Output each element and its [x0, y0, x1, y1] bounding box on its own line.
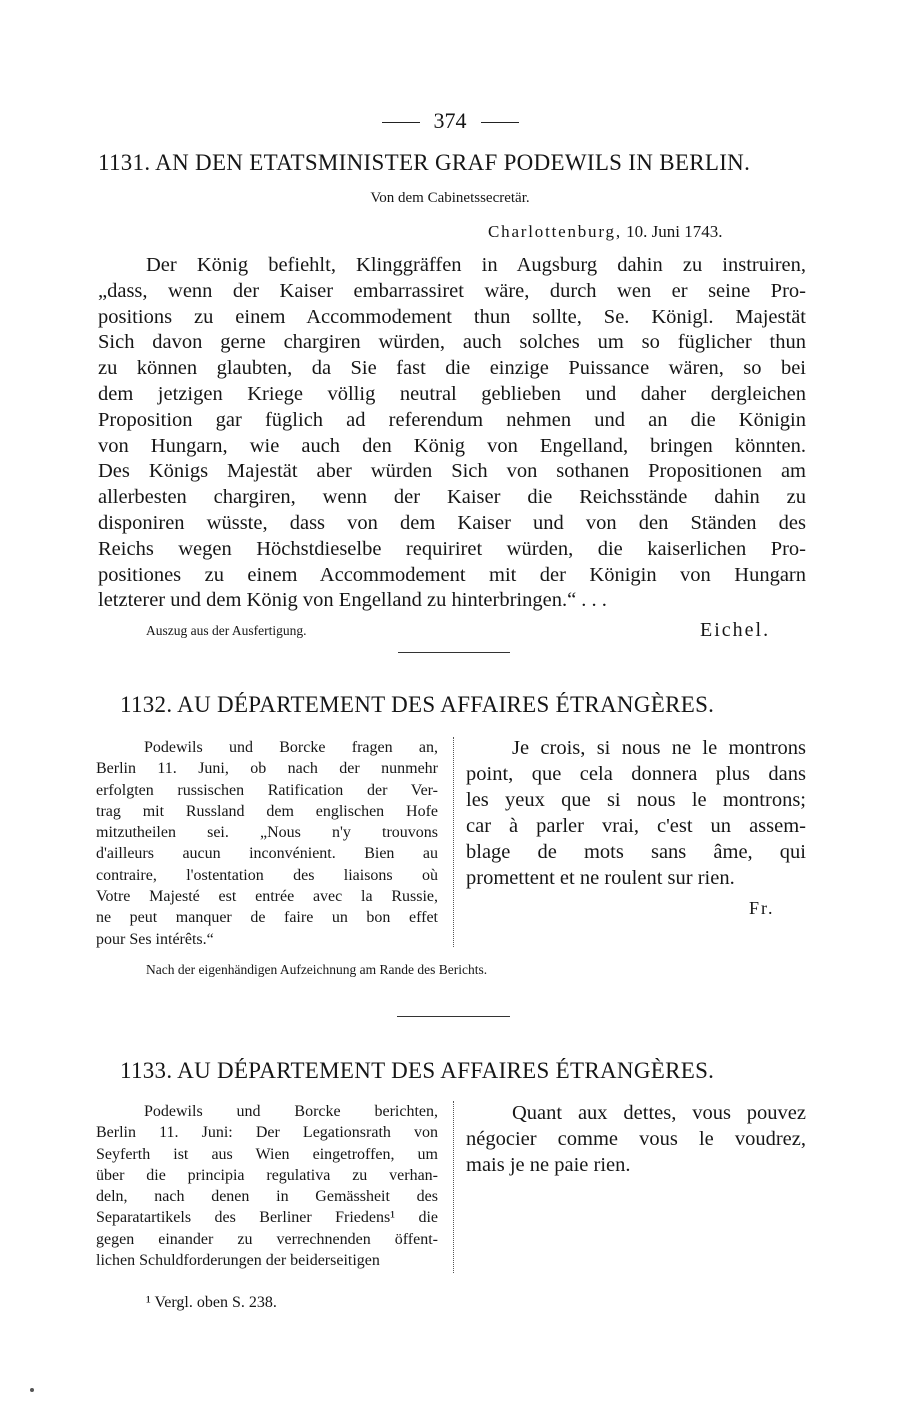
left-column-line: erfolgten russischen Ratification der Ver- — [96, 781, 438, 799]
body-line: letzterer und dem König von Engelland zu hinterbringen.“ . . . — [98, 589, 607, 612]
section-1131-subtitle: Von dem Cabinetssecretär. — [370, 190, 530, 206]
section-1132-heading: 1132. AU DÉPARTEMENT DES AFFAIRES ÉTRANGÈRES. — [120, 692, 715, 717]
section-1133-right-column — [466, 1100, 806, 1178]
body-line: disponiren wüsste, dass von dem Kaiser und von den Ständen des — [98, 511, 806, 534]
left-column-line: contraire, l'ostentation des liaisons où — [96, 866, 438, 884]
page-number-text: 374 — [433, 108, 467, 133]
right-column-line: car à parler vrai, c'est un assem- — [466, 815, 806, 837]
section-1131-heading: 1131. AN DEN ETATSMINISTER GRAF PODEWILS IN BERLIN. — [98, 150, 751, 175]
section-1133-column-separator — [453, 1101, 454, 1273]
section-1132-source-note: Nach der eigenhändigen Aufzeichnung am Rande des Berichts. — [146, 962, 488, 977]
right-column-line: point, que cela donnera plus dans — [466, 763, 806, 785]
body-line: von Hungarn, wie auch den König von Engelland, bringen könnten. — [98, 434, 806, 457]
page-number-dash-left — [382, 122, 420, 123]
right-column-line: mais je ne paie rien. — [466, 1154, 631, 1176]
section-1132-signature: Fr. — [749, 898, 775, 918]
body-line: Sich davon gerne chargiren würden, auch solches um so füglicher thun — [98, 331, 806, 354]
body-line: positiones zu einem Accommodement mit der Königin von Hungarn — [98, 563, 806, 586]
left-column-line: Seyferth ist aus Wien eingetroffen, um — [96, 1145, 438, 1163]
left-column-line: lichen Schuldforderungen der beiderseitigen — [96, 1252, 380, 1270]
left-column-line: Berlin 11. Juni: Der Legationsrath von — [96, 1124, 438, 1142]
section-1131-dateline — [488, 222, 722, 242]
body-line: positions zu einem Accommodement thun sollte, Se. Königl. Majestät — [98, 305, 806, 328]
section-1131-signature: Eichel. — [700, 619, 771, 641]
left-column-line: gegen einander zu verrechnenden öffent- — [96, 1230, 438, 1248]
right-column-line: blage de mots sans âme, qui — [466, 841, 806, 863]
body-line: Des Königs Majestät aber würden Sich von sothanen Propositionen am — [98, 460, 806, 483]
page-number-dash-right — [481, 122, 519, 123]
section-1131-end-rule — [398, 652, 510, 653]
left-column-line: mitzutheilen sei. „Nous n'y trouvons — [96, 824, 438, 842]
section-1131-body — [98, 253, 806, 614]
body-line: Der König befiehlt, Klinggräffen in Augsburg dahin zu instruiren, — [146, 254, 806, 276]
section-1132-left-column — [96, 737, 438, 950]
left-column-line: Berlin 11. Juni, ob nach der nunmehr — [96, 760, 438, 778]
left-column-line: d'ailleurs aucun inconvénient. Bien au — [96, 845, 438, 863]
section-1131-date: 10. Juni 1743. — [626, 222, 723, 241]
right-column-line: les yeux que si nous le montrons; — [466, 789, 806, 811]
left-column-line: Separatartikels des Berliner Friedens¹ die — [96, 1209, 438, 1227]
left-column-line: Podewils und Borcke berichten, — [144, 1103, 438, 1120]
right-column-line: négocier comme vous le voudrez, — [466, 1128, 806, 1150]
section-1132-column-separator — [453, 737, 454, 947]
right-column-line: Je crois, si nous ne le montrons — [512, 737, 806, 759]
body-line: Proposition gar füglich ad referendum nehmen und an die Königin — [98, 408, 806, 431]
section-1131-source-note: Auszug aus der Ausfertigung. — [146, 623, 307, 638]
section-1133-left-column — [96, 1101, 438, 1271]
right-column-line: Quant aux dettes, vous pouvez — [512, 1102, 806, 1124]
section-1132-right-column — [466, 735, 806, 891]
section-1133-heading: 1133. AU DÉPARTEMENT DES AFFAIRES ÉTRANGÈRES. — [120, 1058, 715, 1083]
body-line: Reichs wegen Höchstdieselbe requiriret würden, die kaiserlichen Pro- — [98, 537, 806, 560]
body-line: allerbesten chargiren, wenn der Kaiser die Reichsstände dahin zu — [98, 486, 806, 509]
left-column-line: über die principia regulativa zu verhan- — [96, 1166, 438, 1184]
left-column-line: ne peut manquer de faire un bon effet — [96, 909, 438, 927]
footnote: ¹ Vergl. oben S. 238. — [146, 1294, 277, 1311]
section-1132-end-rule — [397, 1016, 510, 1017]
left-column-line: deln, nach denen in Gemässheit des — [96, 1188, 438, 1206]
right-column-line: promettent et ne roulent sur rien. — [466, 867, 735, 889]
left-column-line: Podewils und Borcke fragen an, — [144, 739, 438, 756]
page-number — [0, 108, 900, 134]
left-column-line: pour Ses intérêts.“ — [96, 930, 214, 948]
body-line: zu können glaubten, da Sie fast die einzige Puissance wären, so bei — [98, 357, 806, 380]
body-line: dem jetzigen Kriege völlig neutral geblieben und daher dergleichen — [98, 382, 806, 405]
left-column-line: Votre Majesté est entrée avec la Russie, — [96, 888, 438, 906]
left-column-line: trag mit Russland dem englischen Hofe — [96, 802, 438, 820]
print-speck — [30, 1388, 34, 1392]
body-line: „dass, wenn der Kaiser embarrassiret wäre, durch wen er seine Pro- — [98, 279, 806, 302]
section-1131-place: Charlottenburg, — [488, 222, 622, 241]
